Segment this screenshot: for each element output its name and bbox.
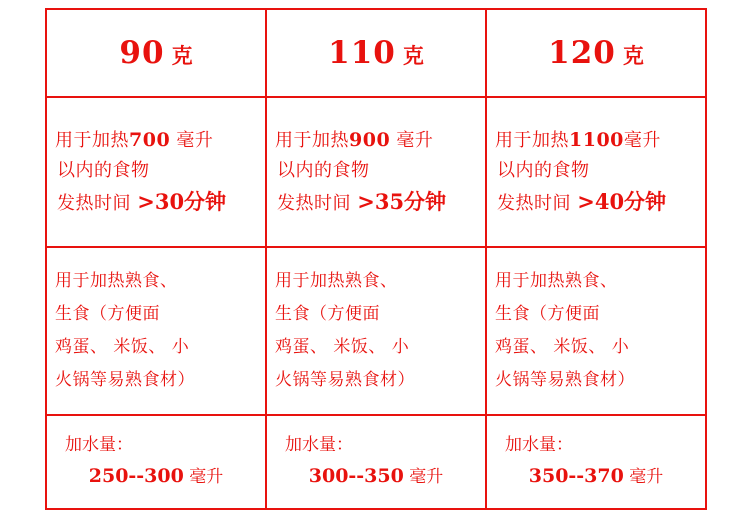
capacity-suffix-3: 毫升	[623, 130, 661, 152]
weight-unit-3: 克	[622, 44, 644, 68]
weight-number-3: 120	[548, 35, 616, 71]
capacity-prefix-2: 用于加热	[275, 130, 349, 152]
water-label-1: 加水量：	[65, 435, 133, 456]
table-row-usage	[46, 247, 706, 415]
water-value-1	[55, 460, 257, 492]
weight-label-1	[119, 35, 192, 71]
usage-cell-2	[266, 247, 486, 415]
capacity-line-2-1: 以内的食物	[57, 159, 150, 181]
capacity-volume-3: 1100	[569, 129, 624, 152]
capacity-time-value-2: >35分钟	[357, 188, 447, 214]
capacity-prefix-1: 用于加热	[55, 130, 129, 152]
usage-line-4-2: 火锅等易熟食材）	[275, 370, 415, 391]
water-value-3	[495, 460, 697, 492]
capacity-prefix-3: 用于加热	[495, 130, 569, 152]
capacity-time-1	[55, 185, 257, 219]
capacity-time-label-2: 发热时间	[277, 192, 351, 214]
usage-line-2-2: 生食（方便面	[275, 303, 380, 324]
capacity-cell-2	[266, 97, 486, 247]
water-value-number-2: 300--350	[308, 465, 404, 488]
weight-label-3	[548, 35, 644, 71]
weight-unit-1: 克	[171, 44, 193, 68]
usage-cell-1	[46, 247, 266, 415]
usage-line-1-1: 用于加热熟食、	[55, 270, 178, 291]
water-value-2	[275, 460, 477, 492]
capacity-cell-3	[486, 97, 706, 247]
capacity-time-3	[495, 185, 697, 219]
capacity-time-label-3: 发热时间	[497, 192, 571, 214]
capacity-line-1-3	[495, 125, 697, 156]
usage-cell-3	[486, 247, 706, 415]
usage-line-3-2: 鸡蛋、 米饭、 小	[275, 337, 410, 357]
capacity-line-2-3: 以内的食物	[497, 159, 590, 181]
capacity-time-value-3: >40分钟	[577, 188, 667, 214]
water-cell-2	[266, 415, 486, 509]
usage-line-2-3: 生食（方便面	[495, 303, 600, 324]
table-row-capacity	[46, 97, 706, 247]
water-value-number-3: 350--370	[528, 465, 624, 488]
weight-label-2	[328, 35, 424, 71]
capacity-line-2-2: 以内的食物	[277, 159, 370, 181]
table-row-water	[46, 415, 706, 509]
water-cell-3	[486, 415, 706, 509]
capacity-time-value-1: >30分钟	[137, 188, 227, 214]
weight-cell-3	[486, 9, 706, 97]
capacity-line-1-2	[275, 125, 477, 156]
table-row-weights	[46, 9, 706, 97]
weight-cell-2	[266, 9, 486, 97]
capacity-cell-1	[46, 97, 266, 247]
usage-line-3-1: 鸡蛋、 米饭、 小	[55, 337, 190, 357]
capacity-volume-1: 700	[129, 129, 171, 152]
water-label-2: 加水量：	[285, 435, 353, 456]
weight-cell-1	[46, 9, 266, 97]
water-value-unit-3: 毫升	[629, 467, 664, 488]
water-value-unit-2: 毫升	[409, 467, 444, 488]
usage-line-4-1: 火锅等易熟食材）	[55, 370, 195, 391]
capacity-line-1-1	[55, 125, 257, 156]
water-value-number-1: 250--300	[88, 465, 184, 488]
capacity-suffix-2: 毫升	[396, 130, 434, 152]
usage-line-1-2: 用于加热熟食、	[275, 270, 398, 291]
capacity-suffix-1: 毫升	[176, 130, 214, 152]
capacity-time-label-1: 发热时间	[57, 192, 131, 214]
water-label-3: 加水量：	[505, 435, 573, 456]
capacity-time-2	[275, 185, 477, 219]
water-cell-1	[46, 415, 266, 509]
weight-number-2: 110	[328, 35, 396, 71]
weight-unit-2: 克	[402, 44, 424, 68]
usage-line-1-3: 用于加热熟食、	[495, 270, 618, 291]
usage-line-2-1: 生食（方便面	[55, 303, 160, 324]
heater-spec-table	[45, 8, 707, 510]
water-value-unit-1: 毫升	[189, 467, 224, 488]
usage-line-3-3: 鸡蛋、 米饭、 小	[495, 337, 630, 357]
weight-number-1: 90	[119, 35, 165, 71]
usage-line-4-3: 火锅等易熟食材）	[495, 370, 635, 391]
capacity-volume-2: 900	[349, 129, 391, 152]
